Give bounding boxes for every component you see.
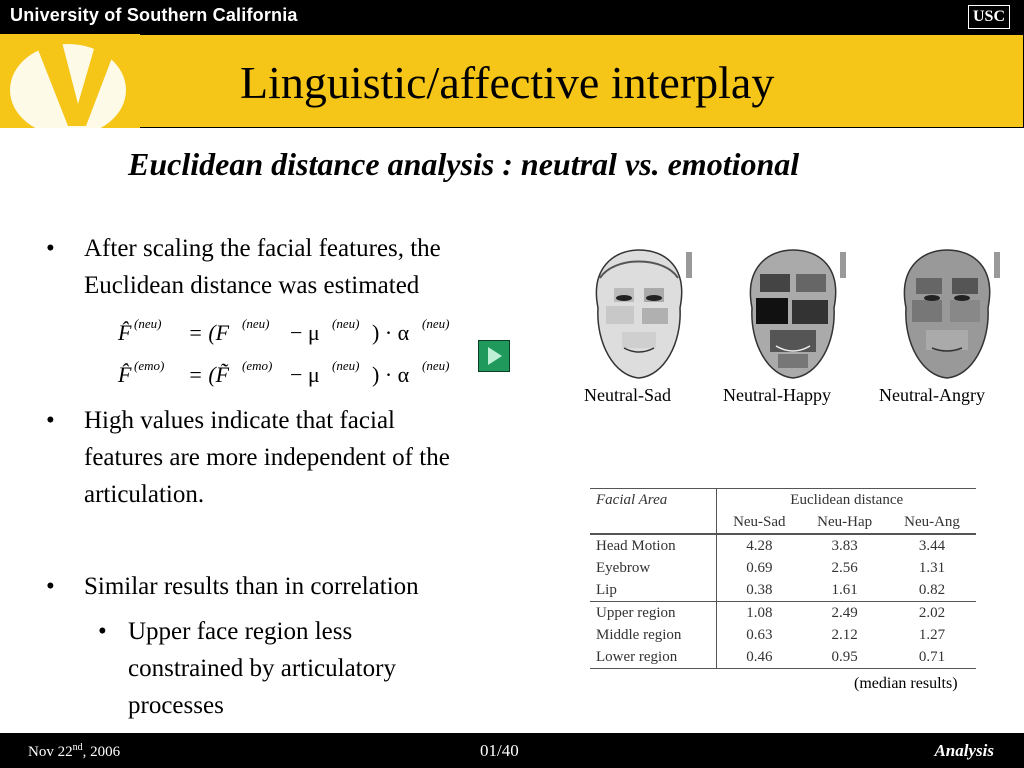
top-bar — [0, 0, 1024, 34]
table-row: Eyebrow 0.69 2.56 1.31 — [590, 557, 976, 579]
face-heatmap-neutral-sad — [584, 248, 694, 380]
bullet-dot: • — [98, 618, 107, 645]
face-heatmap-neutral-happy — [738, 248, 848, 380]
university-name: University of Southern California — [10, 5, 298, 25]
v-logo-icon — [0, 34, 140, 128]
scaling-formula — [110, 312, 470, 392]
bullet-line: Euclidean distance was estimated — [84, 272, 420, 299]
table-row: Middle region 0.63 2.12 1.27 — [590, 624, 976, 646]
face-label-neutral-sad: Neutral-Sad — [584, 385, 671, 405]
bullet-line: features are more independent of the — [84, 444, 450, 471]
table-header-area: Facial Area — [590, 489, 717, 512]
svg-text:) · α: ) · α — [372, 320, 410, 345]
section-name: Analysis — [934, 741, 994, 760]
formula-rhs-2: = (F̃ — [188, 362, 230, 387]
formula-sup-2: (emo) — [134, 358, 165, 373]
bullet-line: After scaling the facial features, the — [84, 235, 441, 262]
table-subheader: Neu-Hap — [817, 514, 873, 530]
slide-title: Linguistic/affective interplay — [240, 57, 775, 108]
svg-text:− μ: − μ — [290, 320, 320, 345]
table-subheader: Neu-Sad — [733, 514, 786, 530]
face-heatmap-neutral-angry — [892, 248, 1002, 380]
bullet-line: Similar results than in correlation — [84, 573, 419, 600]
bullet-line: constrained by articulatory — [128, 655, 396, 682]
svg-text:(neu): (neu) — [332, 316, 360, 331]
formula-fhat-1: F̂ — [118, 320, 132, 345]
formula-sup-1: (neu) — [134, 316, 162, 331]
euclidean-distance-table — [590, 488, 976, 669]
svg-text:(neu): (neu) — [242, 316, 270, 331]
bottom-bar — [0, 733, 1024, 768]
svg-text:(neu): (neu) — [332, 358, 360, 373]
table-header-group: Euclidean distance — [790, 492, 904, 508]
bullet-line: High values indicate that facial — [84, 407, 395, 434]
bullet-line: articulation. — [84, 481, 205, 508]
svg-text:(neu): (neu) — [422, 316, 450, 331]
svg-text:(neu): (neu) — [422, 358, 450, 373]
slide-date: Nov 22nd, 2006 — [28, 742, 121, 760]
bullet-dot: • — [46, 573, 55, 600]
page-number: 01/40 — [480, 741, 519, 760]
table-subheader: Neu-Ang — [904, 514, 960, 530]
table-row: Head Motion 4.28 3.83 3.44 — [590, 534, 976, 557]
table-row: Upper region 1.08 2.49 2.02 — [590, 602, 976, 625]
formula-rhs-1: = (F — [188, 320, 230, 345]
bullet-dot: • — [46, 407, 55, 434]
formula-fhat-2: F̂ — [118, 362, 132, 387]
bullet-line: Upper face region less — [128, 618, 353, 645]
bullet-dot: • — [46, 235, 55, 262]
svg-text:) · α: ) · α — [372, 362, 410, 387]
slide-subtitle: Euclidean distance analysis : neutral vs. emotional — [128, 146, 800, 182]
bullet-line: processes — [128, 692, 224, 719]
face-label-neutral-angry: Neutral-Angry — [879, 385, 985, 405]
usc-logo: USC — [968, 5, 1010, 29]
table-row: Lip 0.38 1.61 0.82 — [590, 579, 976, 602]
svg-text:− μ: − μ — [290, 362, 320, 387]
table-row: Lower region 0.46 0.95 0.71 — [590, 646, 976, 669]
play-button[interactable] — [478, 340, 510, 372]
face-label-neutral-happy: Neutral-Happy — [723, 385, 831, 405]
median-note: (median results) — [854, 675, 958, 692]
svg-text:(emo): (emo) — [242, 358, 273, 373]
